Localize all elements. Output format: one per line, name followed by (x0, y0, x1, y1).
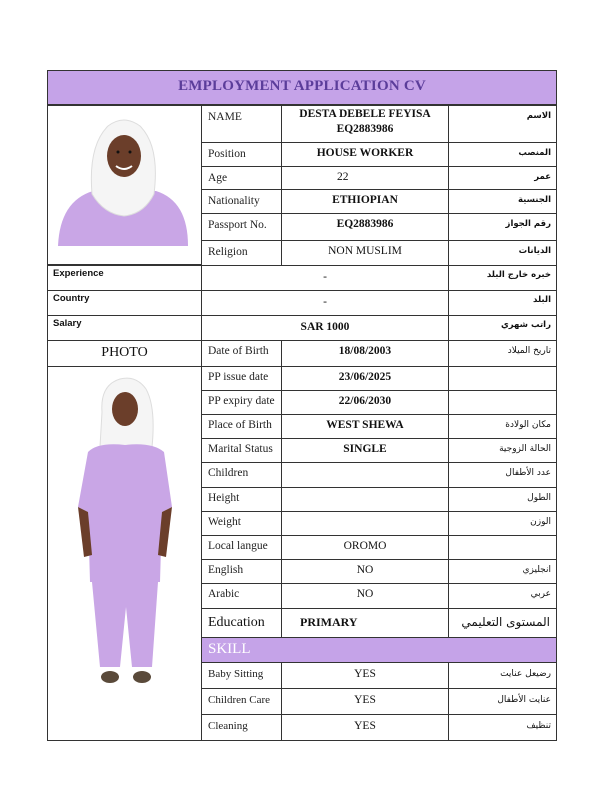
detail-value-cell (281, 462, 449, 488)
skill-header (201, 637, 557, 663)
detail-label-cell (201, 487, 282, 512)
detail-value-cell (281, 438, 449, 463)
row-label: Religion (208, 246, 248, 258)
row-arabic-cell (448, 213, 557, 241)
row-value-cell (281, 166, 449, 190)
wide-row-label-cell (47, 315, 202, 341)
wide-row-label: Experience (53, 268, 104, 279)
row-value: ETHIOPIAN (332, 194, 398, 206)
row-value: HOUSE WORKER (316, 147, 414, 159)
row-arabic: الجنسية (518, 195, 551, 205)
detail-value-cell (281, 414, 449, 439)
wide-row-label-cell (47, 290, 202, 316)
detail-label-cell (201, 462, 282, 488)
row-label-cell (201, 213, 282, 241)
detail-label: PP expiry date (208, 395, 275, 407)
row-label: NAME (208, 111, 242, 123)
education-value-cell (281, 608, 449, 638)
row-value-cell (281, 240, 449, 266)
row-label: Nationality (208, 195, 260, 207)
detail-label: Place of Birth (208, 419, 272, 431)
row-label-cell (201, 142, 282, 167)
page-title: EMPLOYMENT APPLICATION CV (178, 78, 426, 94)
full-body-image (48, 367, 201, 740)
detail-value: 18/08/2003 (338, 345, 392, 357)
skill-value-cell (281, 714, 449, 741)
row-label-cell (201, 166, 282, 190)
detail-arabic: الحالة الزوجية (499, 444, 551, 454)
detail-value-cell (281, 559, 449, 584)
row-label: Position (208, 148, 246, 160)
detail-label: English (208, 564, 244, 576)
skill-label: Children Care (208, 694, 271, 706)
skill-header-label: SKILL (208, 641, 251, 657)
row-label-cell (201, 189, 282, 214)
detail-value: OROMO (343, 540, 387, 552)
photo-label-cell (47, 340, 202, 367)
skill-label-cell (201, 714, 282, 741)
wide-row-value: - (323, 271, 327, 283)
row-arabic-cell (448, 240, 557, 266)
detail-arabic: الوزن (530, 517, 551, 527)
row-arabic: الاسم (526, 111, 551, 121)
skill-label: Baby Sitting (208, 668, 264, 680)
photo-label: PHOTO (101, 345, 148, 360)
skill-arabic: رضيعل عنايت (500, 669, 551, 679)
row-value-cell (281, 213, 449, 241)
detail-label: Height (208, 492, 240, 504)
detail-arabic-cell (448, 390, 557, 415)
detail-label-cell (201, 366, 282, 391)
wide-row-arabic-cell (448, 265, 557, 291)
education-arabic: المستوى التعليمي (461, 615, 550, 629)
full-body-photo (47, 366, 202, 741)
row-label-cell (201, 105, 282, 143)
detail-arabic: مكان الولادة (505, 420, 551, 430)
detail-label: Date of Birth (208, 345, 269, 357)
detail-arabic-cell (448, 511, 557, 536)
detail-value: NO (356, 564, 374, 576)
detail-label-cell (201, 535, 282, 560)
row-arabic: الديانات (518, 246, 551, 256)
wide-row-value-cell (201, 265, 449, 291)
detail-value-cell (281, 487, 449, 512)
skill-label-cell (201, 662, 282, 689)
detail-value: WEST SHEWA (326, 419, 404, 431)
skill-label: Cleaning (208, 720, 248, 732)
row-value: DESTA DEBELE FEYISA (299, 108, 431, 120)
detail-arabic-cell (448, 366, 557, 391)
education-value: PRIMARY (300, 615, 358, 629)
row-value: EQ2883986 (336, 218, 394, 230)
detail-label-cell (201, 438, 282, 463)
wide-row-value: SAR 1000 (300, 321, 350, 333)
detail-value-cell (281, 583, 449, 609)
row-arabic: المنصب (518, 148, 551, 158)
detail-value-cell (281, 366, 449, 391)
wide-row-arabic: البلد (533, 295, 551, 305)
row-arabic-cell (448, 189, 557, 214)
detail-label-cell (201, 511, 282, 536)
row-value: 22 (337, 171, 349, 183)
detail-label-cell (201, 340, 282, 367)
portrait-image (48, 106, 201, 264)
detail-arabic: الطول (527, 493, 551, 503)
detail-value: SINGLE (343, 443, 387, 455)
detail-label: Weight (208, 516, 241, 528)
detail-value-cell (281, 535, 449, 560)
portrait-photo (47, 105, 202, 265)
skill-arabic-cell (448, 688, 557, 715)
row-value-cell (281, 105, 449, 143)
detail-arabic-cell (448, 583, 557, 609)
row-value-cell (281, 142, 449, 167)
skill-arabic-cell (448, 662, 557, 689)
detail-arabic: تاريخ الميلاد (507, 346, 551, 356)
row-arabic: رقم الجواز (505, 219, 551, 229)
wide-row-label: Salary (53, 318, 82, 329)
row-label-cell (201, 240, 282, 266)
detail-label-cell (201, 583, 282, 609)
wide-row-arabic: خبره خارج البلد (486, 270, 551, 280)
detail-label: PP issue date (208, 371, 269, 383)
wide-row-arabic: راتب شهري (500, 320, 551, 330)
skill-value: YES (354, 720, 376, 732)
title-bar (47, 70, 557, 105)
wide-row-value-cell (201, 315, 449, 341)
detail-arabic-cell (448, 559, 557, 584)
skill-value-cell (281, 688, 449, 715)
row-arabic-cell (448, 105, 557, 143)
row-value-cell (281, 189, 449, 214)
detail-arabic-cell (448, 535, 557, 560)
detail-label-cell (201, 390, 282, 415)
skill-value-cell (281, 662, 449, 689)
detail-arabic-cell (448, 340, 557, 367)
detail-arabic: عدد الأطفال (505, 468, 551, 478)
skill-value: YES (354, 668, 376, 680)
detail-label: Children (208, 467, 249, 479)
wide-row-value-cell (201, 290, 449, 316)
detail-value-cell (281, 511, 449, 536)
skill-arabic: تنظيف (526, 721, 551, 731)
row-arabic-cell (448, 166, 557, 190)
wide-row-label-cell (47, 265, 202, 291)
row-value: NON MUSLIM (328, 245, 402, 257)
row-arabic: عمر (534, 172, 551, 182)
detail-arabic: عربي (530, 589, 551, 599)
detail-value-cell (281, 340, 449, 367)
detail-value: 22/06/2030 (338, 395, 392, 407)
detail-arabic-cell (448, 462, 557, 488)
row-value-secondary: EQ2883986 (336, 123, 394, 135)
detail-arabic: انجليزي (522, 565, 551, 575)
detail-value: NO (356, 588, 374, 600)
row-label: Age (208, 172, 228, 184)
row-label: Passport No. (208, 219, 267, 231)
detail-value-cell (281, 390, 449, 415)
wide-row-arabic-cell (448, 315, 557, 341)
education-arabic-cell (448, 608, 557, 638)
education-label: Education (208, 615, 265, 630)
skill-value: YES (354, 694, 376, 706)
detail-label: Arabic (208, 588, 240, 600)
detail-value: 23/06/2025 (338, 371, 392, 383)
detail-label-cell (201, 559, 282, 584)
detail-label: Marital Status (208, 443, 273, 455)
skill-arabic: عنايت الأطفال (497, 695, 551, 705)
wide-row-label: Country (53, 293, 90, 304)
row-arabic-cell (448, 142, 557, 167)
detail-arabic-cell (448, 487, 557, 512)
education-label-cell (201, 608, 282, 638)
skill-label-cell (201, 688, 282, 715)
detail-arabic-cell (448, 414, 557, 439)
detail-label-cell (201, 414, 282, 439)
wide-row-arabic-cell (448, 290, 557, 316)
wide-row-value: - (323, 296, 327, 308)
detail-arabic-cell (448, 438, 557, 463)
detail-label: Local langue (208, 540, 268, 552)
skill-arabic-cell (448, 714, 557, 741)
